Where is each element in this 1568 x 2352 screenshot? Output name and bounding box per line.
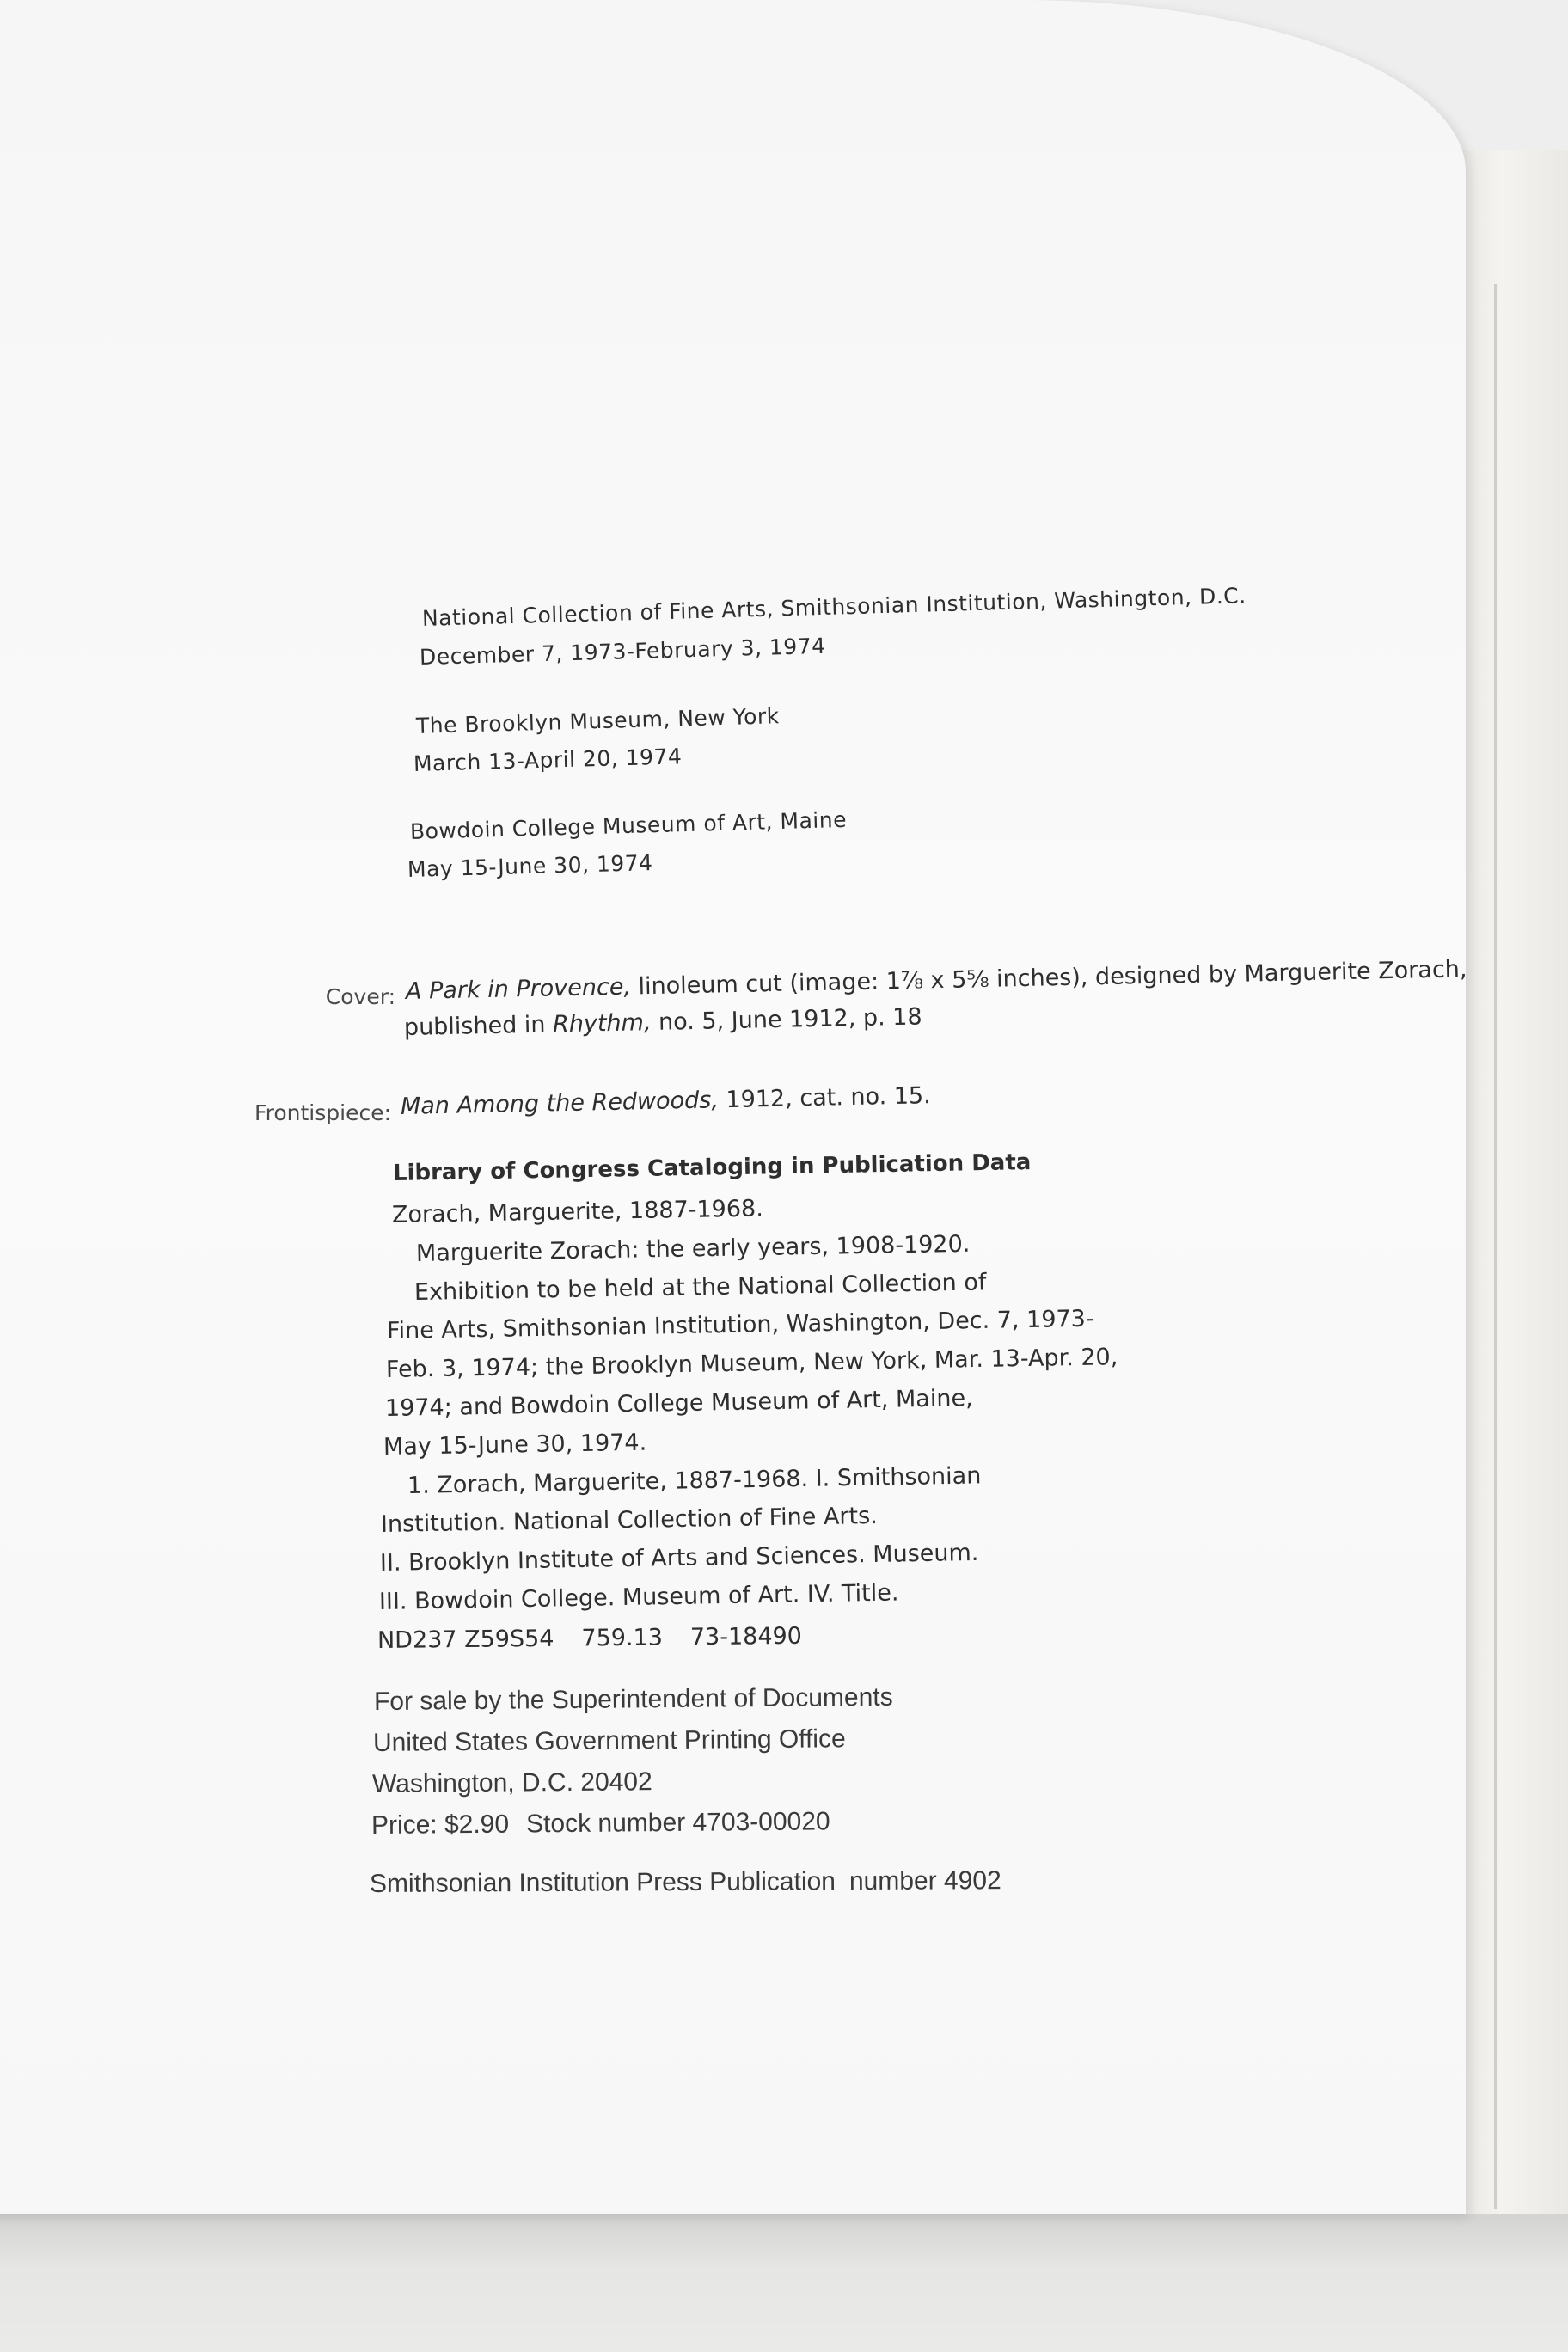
cip-dewey: 759.13	[581, 1624, 664, 1652]
exhibition-3-dates: May 15-June 30, 1974	[407, 850, 653, 882]
cover-published-in: published in	[403, 1011, 554, 1041]
sale-line-2: United States Government Printing Office	[372, 1724, 846, 1757]
cip-line-10: II. Brooklyn Institute of Arts and Sciences. Museum.	[379, 1539, 979, 1577]
cip-line-2: Marguerite Zorach: the early years, 1908-1920.	[415, 1230, 971, 1267]
cip-call-number: ND237 Z59S54	[377, 1625, 554, 1654]
cip-lccn: 73-18490	[689, 1622, 803, 1651]
book-page-edges	[1453, 150, 1568, 2222]
cip-line-8: 1. Zorach, Marguerite, 1887-1968. I. Smithsonian	[407, 1462, 982, 1499]
cip-classification	[377, 1623, 802, 1654]
cover-line-2	[404, 1003, 922, 1041]
cip-line-1: Zorach, Marguerite, 1887-1968.	[391, 1195, 764, 1228]
cip-line-4: Fine Arts, Smithsonian Institution, Washington, Dec. 7, 1973-	[386, 1305, 1094, 1344]
sale-stock-number: Stock number 4703-00020	[525, 1807, 830, 1839]
sale-price: Price: $2.90	[371, 1810, 510, 1840]
sale-line-3: Washington, D.C. 20402	[371, 1767, 652, 1798]
cover-issue: no. 5, June 1912, p. 18	[651, 1003, 922, 1036]
exhibition-1-venue: National Collection of Fine Arts, Smithsonian Institution, Washington, D.C.	[421, 583, 1246, 631]
publication-name: Smithsonian Institution Press Publication	[369, 1867, 836, 1898]
cover-label: Cover:	[325, 984, 395, 1009]
sale-line-1: For sale by the Superintendent of Documents	[373, 1682, 893, 1716]
cip-line-3: Exhibition to be held at the National Collection of	[413, 1269, 987, 1306]
cip-heading: Library of Congress Cataloging in Publication Data	[392, 1149, 1032, 1186]
cip-line-9: Institution. National Collection of Fine Arts.	[380, 1502, 879, 1538]
cip-line-6: 1974; and Bowdoin College Museum of Art, Maine,	[384, 1385, 973, 1422]
cip-line-5: Feb. 3, 1974; the Brooklyn Museum, New York, Mar. 13-Apr. 20,	[385, 1344, 1118, 1383]
cip-line-11: III. Bowdoin College. Museum of Art. IV. Title.	[378, 1579, 899, 1615]
cover-description: linoleum cut (image: 1⅞ x 5⅝ inches), designed by Marguerite Zorach,	[630, 956, 1467, 1001]
frontispiece-title: Man Among the Redwoods,	[400, 1087, 720, 1120]
frontispiece-line	[401, 1082, 931, 1120]
publication-line	[370, 1866, 1001, 1899]
book-page-edge-line	[1494, 284, 1497, 2209]
exhibition-1-dates: December 7, 1973-February 3, 1974	[419, 633, 826, 670]
exhibition-2-venue: The Brooklyn Museum, New York	[415, 703, 781, 738]
frontispiece-label: Frontispiece:	[254, 1100, 391, 1125]
publication-number: number 4902	[848, 1866, 1001, 1896]
sale-price-line	[371, 1807, 830, 1841]
exhibition-2-dates: March 13-April 20, 1974	[413, 744, 683, 776]
cip-line-7: May 15-June 30, 1974.	[383, 1429, 647, 1461]
cover-title: A Park in Provence,	[405, 973, 632, 1005]
cover-journal: Rhythm,	[552, 1008, 652, 1038]
frontispiece-details: 1912, cat. no. 15.	[718, 1082, 932, 1114]
exhibition-3-venue: Bowdoin College Museum of Art, Maine	[409, 806, 848, 844]
table-surface	[0, 2214, 1568, 2352]
cover-line-1	[406, 956, 1467, 1005]
